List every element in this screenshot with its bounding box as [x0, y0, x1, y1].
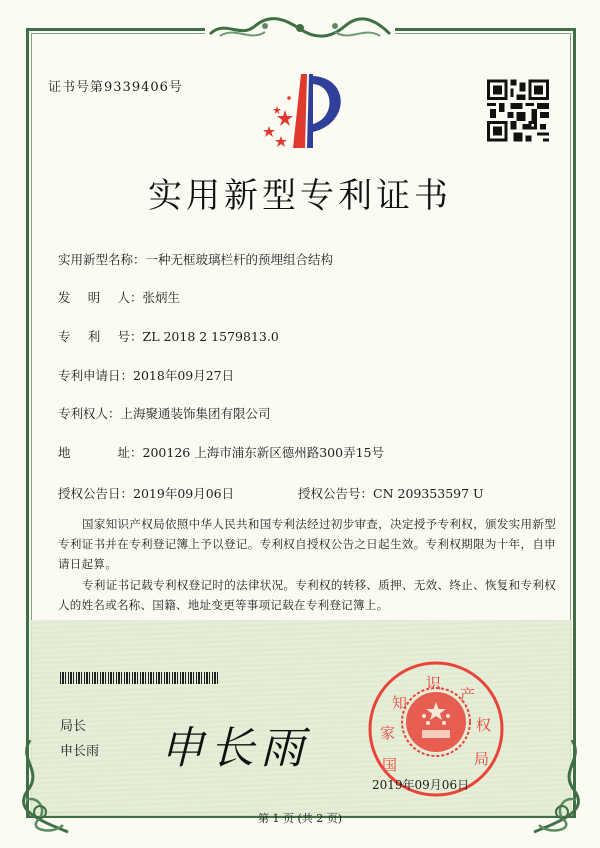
director-name: 申长雨 [60, 744, 100, 759]
legal-paragraph-2: 专利证书记载专利权登记时的法律状况。专利权的转移、质押、无效、终止、恢复和专利权人的姓名或名称、国籍、地址变更等事项记载在专利登记簿上。 [58, 578, 556, 612]
field-value: 上海聚通装饰集团有限公司 [120, 406, 271, 421]
svg-text:国: 国 [382, 756, 398, 774]
field-label: 专利申请日： [58, 368, 134, 383]
legal-paragraph-1: 国家知识产权局依照中华人民共和国专利法经过初步审查，决定授予专利权，颁发实用新型专利证书并在专利登记簿上予以登记。专利权自授权公告之日起生效。专利权期限为十年，自申请日起算。 [58, 517, 556, 571]
field-label: 授权公告日： [58, 486, 134, 501]
svg-text:权: 权 [476, 716, 492, 734]
director-signature: 申长雨 [160, 723, 310, 774]
page-number: 第 1 页 (共 2 页) [257, 812, 343, 825]
svg-text:识: 识 [426, 674, 442, 692]
svg-text:局: 局 [474, 750, 490, 768]
field-patentee [58, 404, 271, 422]
seal-date: 2019年09月06日 [372, 778, 470, 792]
director-title: 局长 [60, 719, 87, 734]
field-address: 地 址 ：200126 上海市浦东新区德州路300弄15号 [58, 445, 384, 460]
field-value: 2018年09月27日 [133, 368, 235, 383]
field-label: 发 明 人 [58, 290, 130, 305]
barcode-icon [60, 672, 220, 684]
field-label: 实用新型名称： [58, 252, 146, 267]
field-value: 一种无框玻璃栏杆的预埋组合结构 [145, 252, 334, 267]
qr-code-icon [487, 78, 549, 143]
field-patent-number: 专 利 号 ：ZL 2018 2 1579813.0 [58, 329, 279, 344]
field-utility-model-name [58, 250, 333, 268]
field-grant-date [58, 484, 234, 502]
field-label: 专利权人： [58, 406, 121, 421]
field-label: 专 利 号 [58, 329, 130, 344]
field-value: 200126 上海市浦东新区德州路300弄15号 [142, 445, 384, 460]
cnipa-logo-icon [255, 68, 345, 150]
field-label: 授权公告号： [298, 486, 374, 501]
field-inventor: 发 明 人 ：张炳生 [58, 290, 181, 305]
top-scroll-ornament-icon [205, 14, 395, 44]
field-filing-date [58, 366, 234, 384]
svg-text:知: 知 [392, 694, 408, 712]
field-value: CN 209353597 U [373, 486, 484, 501]
field-value: 2019年09月06日 [133, 486, 235, 501]
certificate-number: 证书号第9339406号 [48, 80, 183, 95]
field-grant-number [298, 484, 484, 502]
svg-text:产: 产 [460, 686, 476, 704]
svg-text:家: 家 [380, 724, 396, 742]
field-value: 张炳生 [142, 290, 181, 305]
certificate-title: 实用新型专利证书 [148, 176, 452, 216]
field-label: 地 址 [58, 445, 130, 460]
field-value: ZL 2018 2 1579813.0 [142, 329, 279, 344]
